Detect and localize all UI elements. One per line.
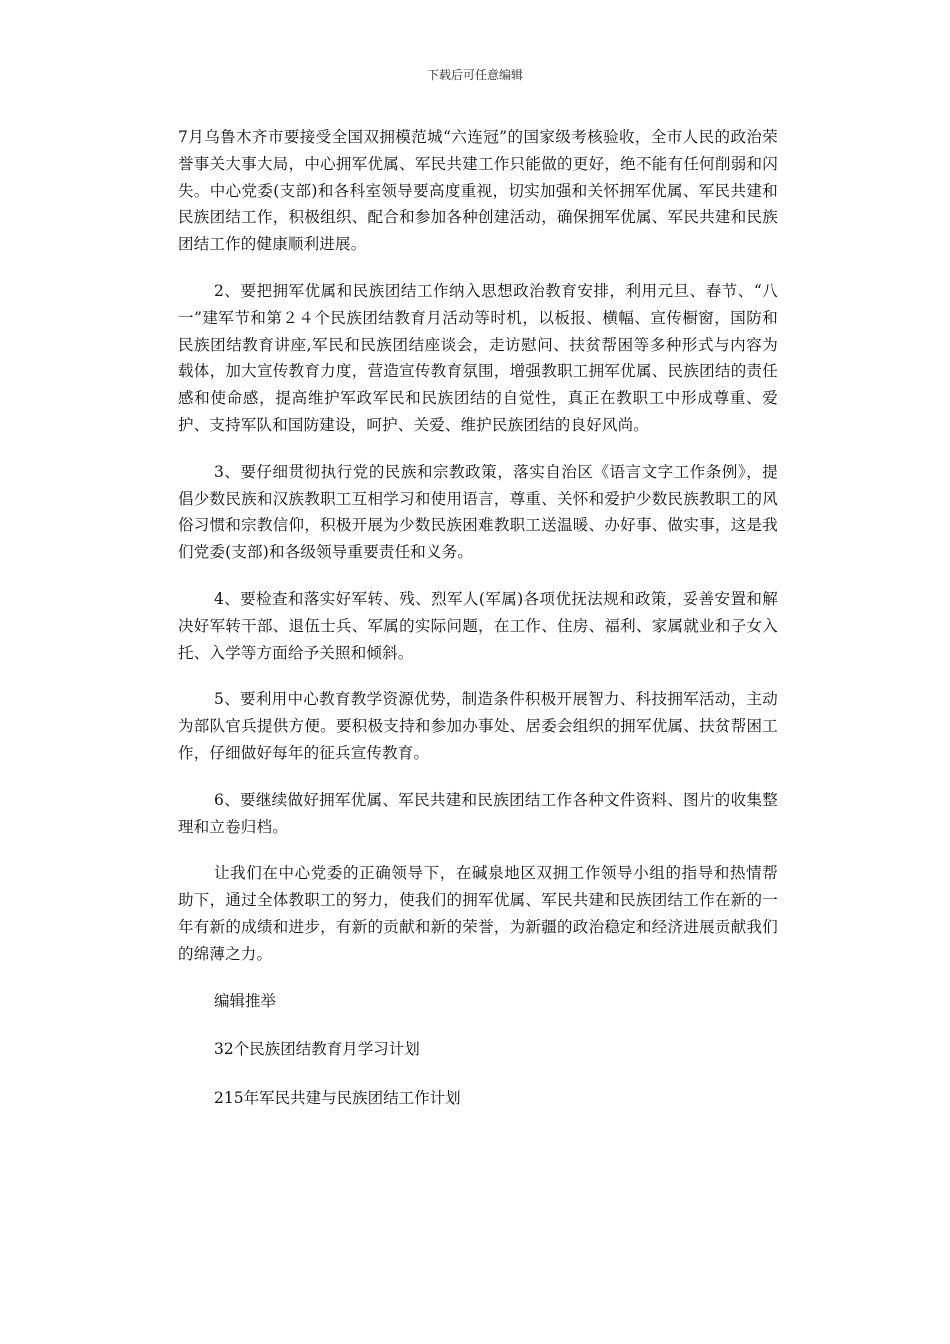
paragraph-item-6: 6、要继续做好拥军优属、军民共建和民族团结工作各种文件资料、图片的收集整理和立卷归档。 [178,790,778,836]
paragraph-conclusion: 让我们在中心党委的正确领导下，在碱泉地区双拥工作领导小组的指导和热情帮助下，通过全体教职工的努力，使我们的拥军优属、军民共建和民族团结工作在新的一年有新的成绩和进步，有新的贡献和新的荣誉，为新疆的政治稳定和经济进展贡献我们的绵薄之力。 [178,864,778,963]
document-body [178,124,778,1134]
recommend-link-1[interactable]: 32个民族团结教育月学习计划 [214,1040,420,1059]
paragraph-item-5: 5、要利用中心教育教学资源优势，制造条件积极开展智力、科技拥军活动，主动为部队官兵提供方便。要积极支持和参加办事处、居委会组织的拥军优属、扶贫帮困工作，仔细做好每年的征兵宣传教育。 [178,690,778,762]
paragraph-item-4: 4、要检查和落实好军转、残、烈军人(军属)各项优抚法规和政策，妥善安置和解决好军转干部、退伍士兵、军属的实际问题，在工作、住房、福利、家属就业和子女入托、入学等方面给予关照和倾斜。 [178,589,778,662]
paragraph-item-2: 2、要把拥军优属和民族团结工作纳入思想政治教育安排，利用元旦、春节、“八一”建军节和第２４个民族团结教育月活动等时机，以板报、横幅、宣传橱窗，国防和民族团结教育讲座,军民和民族团结座谈会，走访慰问、扶贫帮困等多种形式与内容为载体，加大宣传教育力度，营造宣传教育氛围，增强教职工拥军优属、民族团结的责任感和使命感，提高维护军政军民和民族团结的自觉性，真正在教职工中形成尊重、爱护、支持军队和国防建设，呵护、关爱、维护民族团结的良好风尚。 [178,281,778,434]
recommend-link-2[interactable]: 215年军民共建与民族团结工作计划 [214,1089,461,1108]
paragraph-intro: 7月乌鲁木齐市要接受全国双拥模范城“六连冠”的国家级考核验收，全市人民的政治荣誉事关大事大局，中心拥军优属、军民共建工作只能做的更好，绝不能有任何削弱和闪失。中心党委(支部)和各科室领导要高度重视，切实加强和关怀拥军优属、军民共建和民族团结工作，积极组织、配合和参加各种创建活动，确保拥军优属、军民共建和民族团结工作的健康顺利进展。 [178,128,778,254]
page-header: 下载后可任意编辑 [426,68,523,82]
recommend-heading: 编辑推举 [214,991,277,1010]
paragraph-item-3: 3、要仔细贯彻执行党的民族和宗教政策，落实自治区《语言文字工作条例》，提倡少数民族和汉族教职工互相学习和使用语言，尊重、关怀和爱护少数民族教职工的风俗习惯和宗教信仰，积极开展为少数民族困难教职工送温暖、办好事、做实事，这是我们党委(支部)和各级领导重要责任和义务。 [178,462,778,562]
